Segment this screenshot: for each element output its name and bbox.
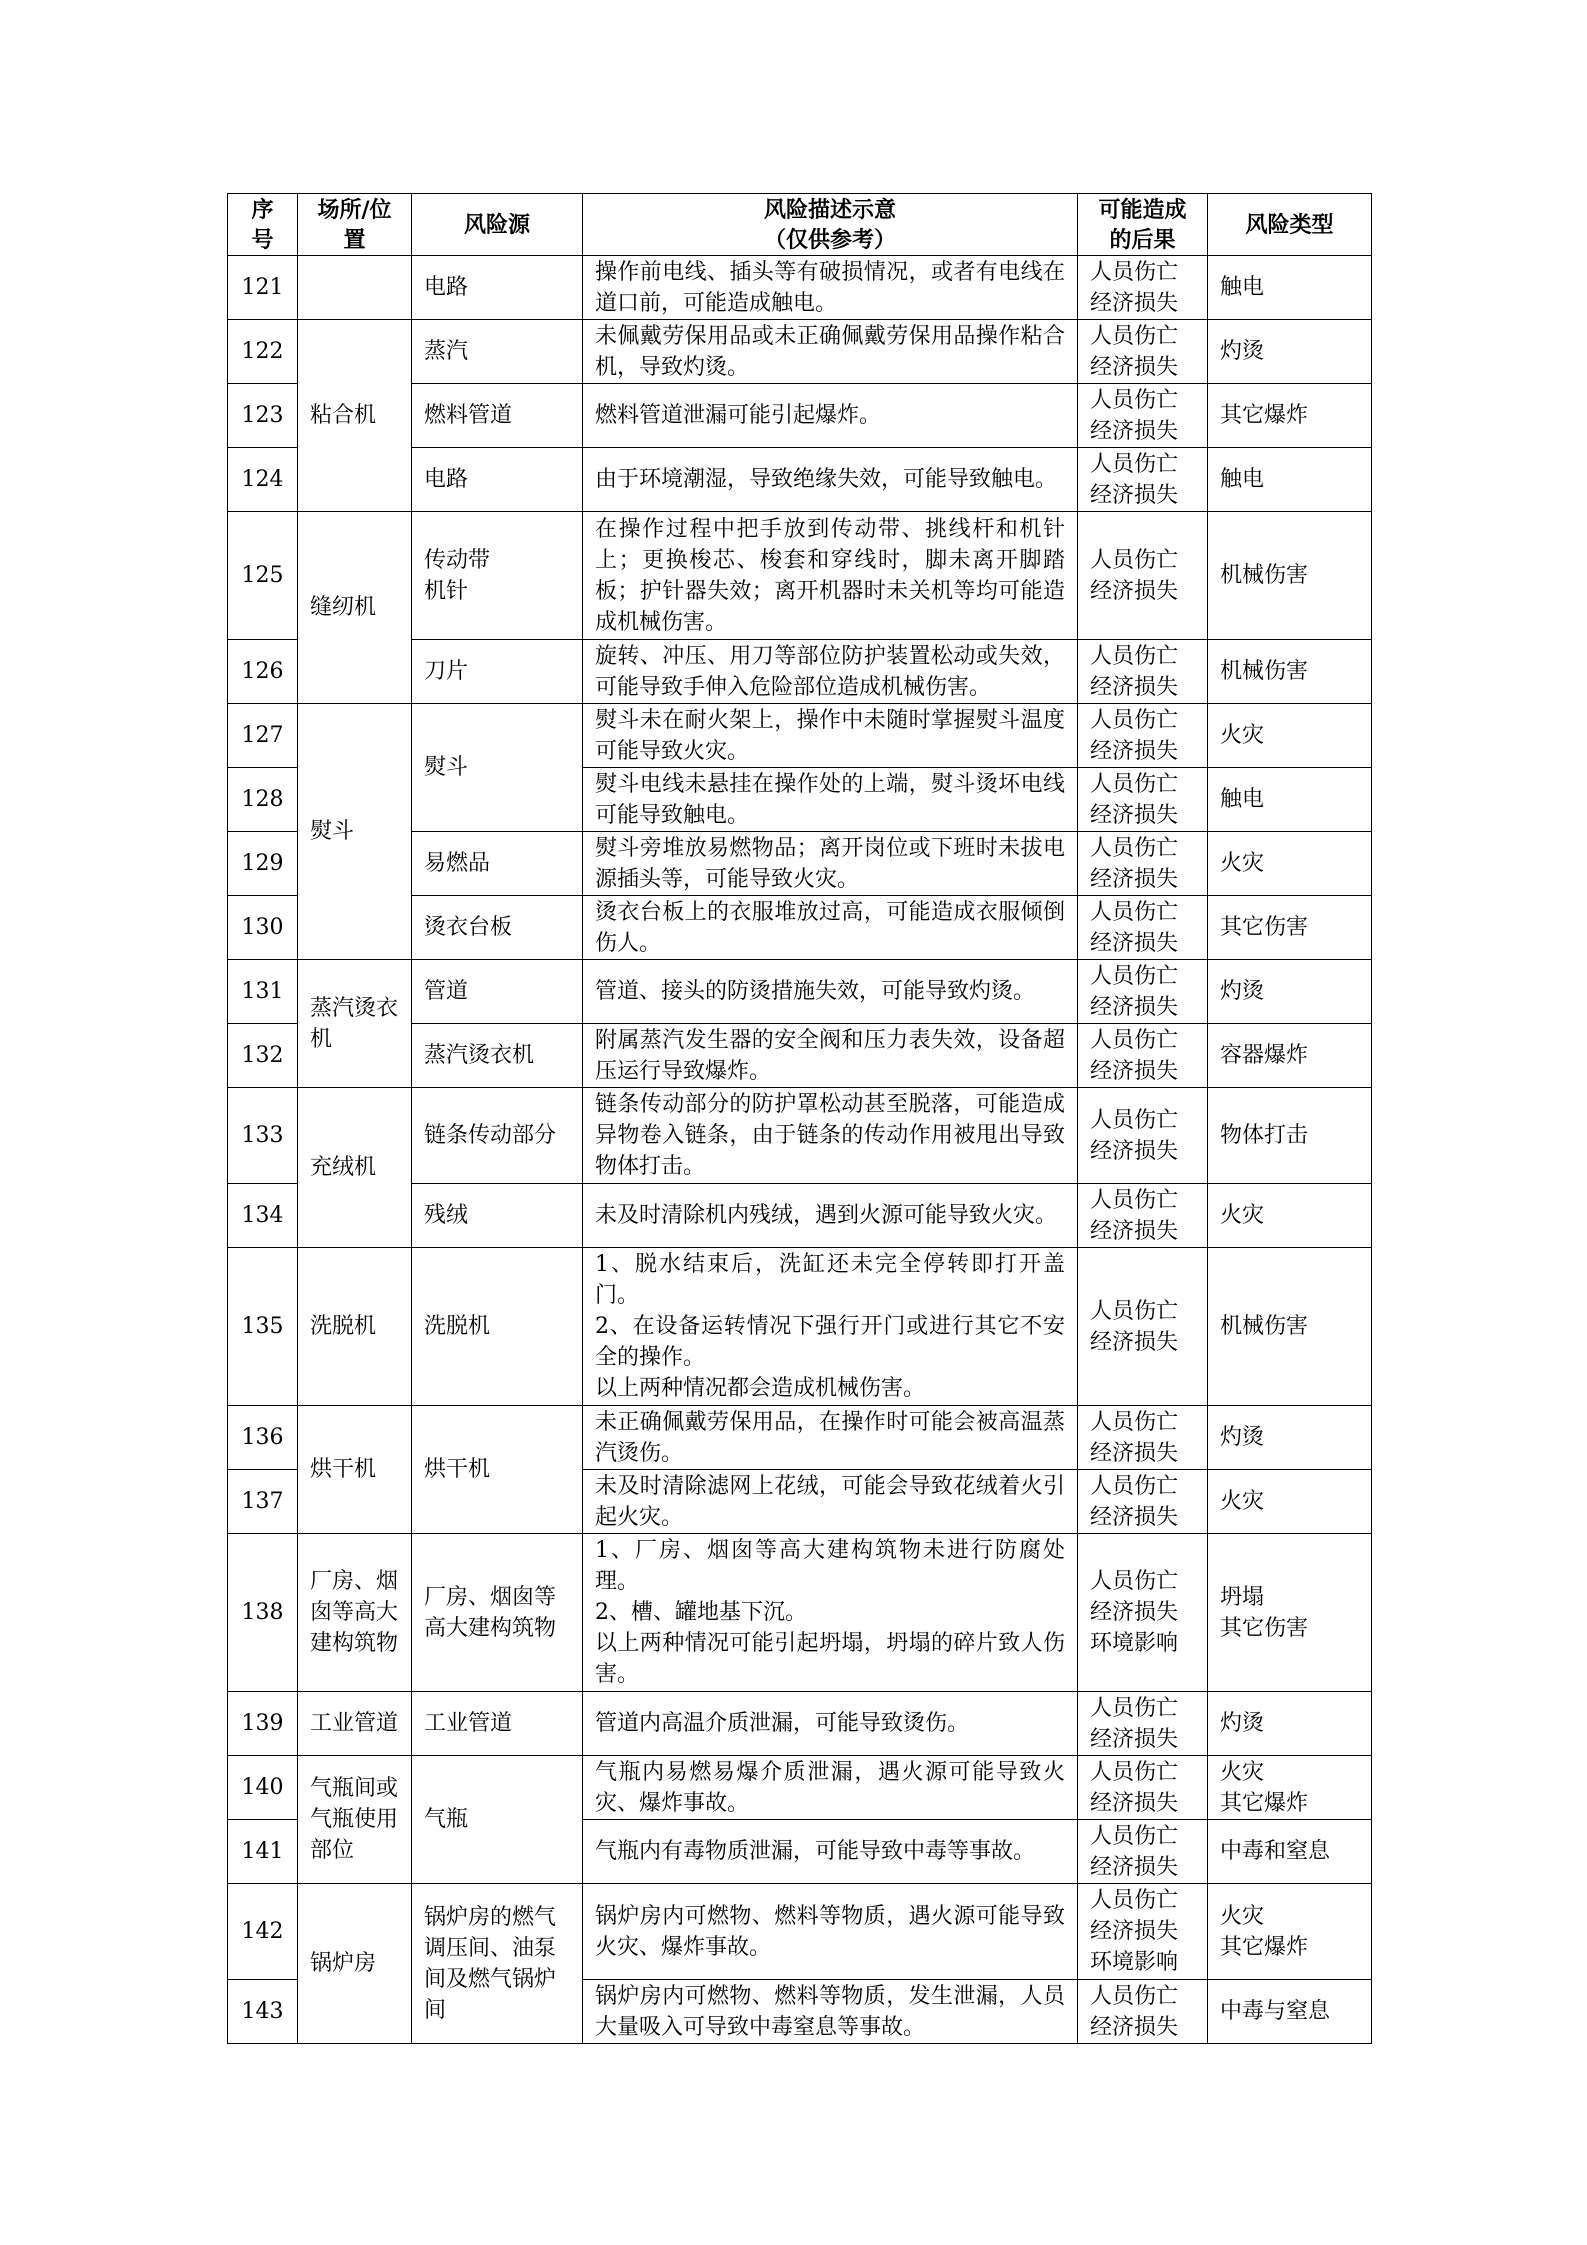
row-number: 137 [228,1470,298,1534]
risk-type-cell: 灼烫 [1208,320,1372,384]
source-cell: 蒸汽烫衣机 [412,1024,583,1088]
row-number: 128 [228,768,298,832]
source-cell: 电路 [412,256,583,320]
source-cell: 工业管道 [412,1692,583,1756]
source-cell: 蒸汽 [412,320,583,384]
row-number: 134 [228,1184,298,1248]
description-cell: 管道、接头的防烫措施失效，可能导致灼烫。 [583,960,1078,1024]
row-number: 122 [228,320,298,384]
row-number: 133 [228,1088,298,1184]
description-cell: 烫衣台板上的衣服堆放过高，可能造成衣服倾倒伤人。 [583,896,1078,960]
risk-type-cell: 灼烫 [1208,960,1372,1024]
source-cell: 锅炉房的燃气调压间、油泵间及燃气锅炉间 [412,1884,583,2044]
source-cell: 燃料管道 [412,384,583,448]
place-cell: 充绒机 [298,1088,412,1248]
place-cell: 厂房、烟囱等高大建构筑物 [298,1534,412,1692]
risk-type-cell: 火灾 [1208,704,1372,768]
table-row [228,1248,1372,1406]
source-cell: 烘干机 [412,1406,583,1534]
row-number: 141 [228,1820,298,1884]
consequence-cell: 人员伤亡 经济损失 环境影响 [1078,1884,1208,1980]
table-row [228,1884,1372,1980]
header-source: 风险源 [412,194,583,256]
source-cell: 链条传动部分 [412,1088,583,1184]
table-row [228,1534,1372,1692]
place-cell: 气瓶间或气瓶使用部位 [298,1756,412,1884]
place-cell [298,256,412,320]
consequence-cell: 人员伤亡 经济损失 [1078,1756,1208,1820]
description-cell: 未正确佩戴劳保用品，在操作时可能会被高温蒸汽烫伤。 [583,1406,1078,1470]
source-cell: 易燃品 [412,832,583,896]
source-cell: 传动带 机针 [412,512,583,640]
header-risk-type: 风险类型 [1208,194,1372,256]
consequence-cell: 人员伤亡 经济损失 [1078,512,1208,640]
consequence-cell: 人员伤亡 经济损失 [1078,896,1208,960]
description-cell: 锅炉房内可燃物、燃料等物质，遇火源可能导致火灾、爆炸事故。 [583,1884,1078,1980]
table-row [228,1088,1372,1184]
row-number: 138 [228,1534,298,1692]
source-cell: 洗脱机 [412,1248,583,1406]
consequence-cell: 人员伤亡 经济损失 [1078,256,1208,320]
place-cell: 烘干机 [298,1406,412,1534]
row-number: 131 [228,960,298,1024]
description-cell: 1、厂房、烟囱等高大建构筑物未进行防腐处理。 2、槽、罐地基下沉。 以上两种情况可能引起坍塌，坍塌的碎片致人伤害。 [583,1534,1078,1692]
risk-type-cell: 其它爆炸 [1208,384,1372,448]
risk-type-cell: 中毒和窒息 [1208,1820,1372,1884]
source-cell: 烫衣台板 [412,896,583,960]
table-row [228,256,1372,320]
table-row [228,512,1372,640]
consequence-cell: 人员伤亡 经济损失 [1078,640,1208,704]
source-cell: 残绒 [412,1184,583,1248]
risk-type-cell: 火灾 [1208,832,1372,896]
consequence-cell: 人员伤亡 经济损失 [1078,768,1208,832]
risk-type-cell: 机械伤害 [1208,640,1372,704]
description-cell: 未及时清除滤网上花绒，可能会导致花绒着火引起火灾。 [583,1470,1078,1534]
description-cell: 由于环境潮湿，导致绝缘失效，可能导致触电。 [583,448,1078,512]
source-cell: 熨斗 [412,704,583,832]
consequence-cell: 人员伤亡 经济损失 [1078,1088,1208,1184]
risk-type-cell: 灼烫 [1208,1406,1372,1470]
row-number: 136 [228,1406,298,1470]
place-cell: 粘合机 [298,320,412,512]
description-cell: 1、脱水结束后，洗缸还未完全停转即打开盖门。 2、在设备运转情况下强行开门或进行其它不安全的操作。 以上两种情况都会造成机械伤害。 [583,1248,1078,1406]
risk-type-cell: 中毒与窒息 [1208,1980,1372,2044]
consequence-cell: 人员伤亡 经济损失 环境影响 [1078,1534,1208,1692]
risk-type-cell: 触电 [1208,768,1372,832]
consequence-cell: 人员伤亡 经济损失 [1078,1024,1208,1088]
row-number: 126 [228,640,298,704]
table-row [228,320,1372,384]
description-cell: 锅炉房内可燃物、燃料等物质，发生泄漏，人员大量吸入可导致中毒窒息等事故。 [583,1980,1078,2044]
consequence-cell: 人员伤亡 经济损失 [1078,1820,1208,1884]
consequence-cell: 人员伤亡 经济损失 [1078,1980,1208,2044]
source-cell: 气瓶 [412,1756,583,1884]
consequence-cell: 人员伤亡 经济损失 [1078,448,1208,512]
consequence-cell: 人员伤亡 经济损失 [1078,704,1208,768]
description-cell: 未及时清除机内残绒，遇到火源可能导致火灾。 [583,1184,1078,1248]
header-place: 场所/位 置 [298,194,412,256]
description-cell: 气瓶内易燃易爆介质泄漏，遇火源可能导致火灾、爆炸事故。 [583,1756,1078,1820]
consequence-cell: 人员伤亡 经济损失 [1078,1406,1208,1470]
description-cell: 管道内高温介质泄漏，可能导致烫伤。 [583,1692,1078,1756]
consequence-cell: 人员伤亡 经济损失 [1078,1692,1208,1756]
consequence-cell: 人员伤亡 经济损失 [1078,1248,1208,1406]
risk-type-cell: 火灾 其它爆炸 [1208,1756,1372,1820]
place-cell: 工业管道 [298,1692,412,1756]
description-cell: 气瓶内有毒物质泄漏，可能导致中毒等事故。 [583,1820,1078,1884]
source-cell: 电路 [412,448,583,512]
description-cell: 附属蒸汽发生器的安全阀和压力表失效，设备超压运行导致爆炸。 [583,1024,1078,1088]
row-number: 135 [228,1248,298,1406]
description-cell: 在操作过程中把手放到传动带、挑线杆和机针上；更换梭芯、梭套和穿线时，脚未离开脚踏板；护针器失效；离开机器时未关机等均可能造成机械伤害。 [583,512,1078,640]
description-cell: 链条传动部分的防护罩松动甚至脱落，可能造成异物卷入链条，由于链条的传动作用被甩出导致物体打击。 [583,1088,1078,1184]
risk-type-cell: 火灾 其它爆炸 [1208,1884,1372,1980]
source-cell: 管道 [412,960,583,1024]
row-number: 142 [228,1884,298,1980]
consequence-cell: 人员伤亡 经济损失 [1078,960,1208,1024]
risk-type-cell: 容器爆炸 [1208,1024,1372,1088]
table-row [228,1756,1372,1820]
description-cell: 操作前电线、插头等有破损情况，或者有电线在道口前，可能造成触电。 [583,256,1078,320]
table-row [228,1406,1372,1470]
table-row [228,704,1372,768]
place-cell: 蒸汽烫衣机 [298,960,412,1088]
row-number: 121 [228,256,298,320]
row-number: 140 [228,1756,298,1820]
consequence-cell: 人员伤亡 经济损失 [1078,1470,1208,1534]
place-cell: 缝纫机 [298,512,412,704]
row-number: 132 [228,1024,298,1088]
description-cell: 旋转、冲压、用刀等部位防护装置松动或失效，可能导致手伸入危险部位造成机械伤害。 [583,640,1078,704]
risk-type-cell: 坍塌 其它伤害 [1208,1534,1372,1692]
row-number: 127 [228,704,298,768]
risk-type-cell: 火灾 [1208,1184,1372,1248]
risk-type-cell: 机械伤害 [1208,1248,1372,1406]
risk-type-cell: 物体打击 [1208,1088,1372,1184]
consequence-cell: 人员伤亡 经济损失 [1078,1184,1208,1248]
row-number: 130 [228,896,298,960]
table-row [228,960,1372,1024]
risk-type-cell: 其它伤害 [1208,896,1372,960]
header-description: 风险描述示意 （仅供参考） [583,194,1078,256]
risk-type-cell: 灼烫 [1208,1692,1372,1756]
row-number: 125 [228,512,298,640]
description-cell: 熨斗未在耐火架上，操作中未随时掌握熨斗温度可能导致火灾。 [583,704,1078,768]
consequence-cell: 人员伤亡 经济损失 [1078,320,1208,384]
table-row [228,1692,1372,1756]
consequence-cell: 人员伤亡 经济损失 [1078,832,1208,896]
header-row [228,194,1372,256]
risk-type-cell: 触电 [1208,448,1372,512]
place-cell: 熨斗 [298,704,412,960]
risk-type-cell: 火灾 [1208,1470,1372,1534]
source-cell: 厂房、烟囱等高大建构筑物 [412,1534,583,1692]
row-number: 123 [228,384,298,448]
description-cell: 熨斗电线未悬挂在操作处的上端，熨斗烫坏电线可能导致触电。 [583,768,1078,832]
description-cell: 燃料管道泄漏可能引起爆炸。 [583,384,1078,448]
description-cell: 熨斗旁堆放易燃物品；离开岗位或下班时未拔电源插头等，可能导致火灾。 [583,832,1078,896]
description-cell: 未佩戴劳保用品或未正确佩戴劳保用品操作粘合机，导致灼烫。 [583,320,1078,384]
place-cell: 洗脱机 [298,1248,412,1406]
risk-table [227,193,1372,2044]
header-no: 序 号 [228,194,298,256]
source-cell: 刀片 [412,640,583,704]
row-number: 129 [228,832,298,896]
header-consequence: 可能造成 的后果 [1078,194,1208,256]
row-number: 124 [228,448,298,512]
consequence-cell: 人员伤亡 经济损失 [1078,384,1208,448]
risk-type-cell: 机械伤害 [1208,512,1372,640]
place-cell: 锅炉房 [298,1884,412,2044]
row-number: 139 [228,1692,298,1756]
risk-type-cell: 触电 [1208,256,1372,320]
row-number: 143 [228,1980,298,2044]
